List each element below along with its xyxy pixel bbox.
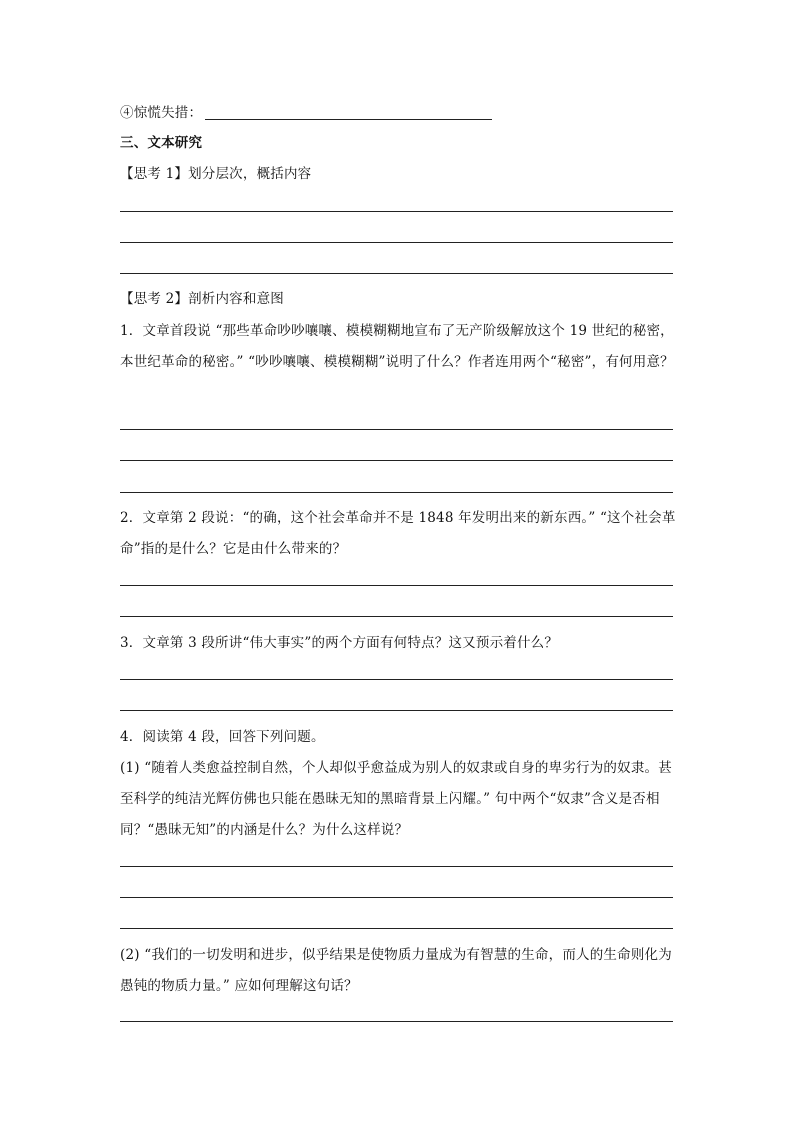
- vocab-item-4-answer-line[interactable]: [205, 119, 492, 120]
- q4-2-answer-line-1[interactable]: [120, 1021, 673, 1022]
- question-4: 4．阅读第 4 段，回答下列问题。: [120, 729, 325, 745]
- q1-answer-line-1[interactable]: [120, 429, 673, 430]
- q2-answer-line-1[interactable]: [120, 585, 673, 586]
- q3-answer-line-1[interactable]: [120, 679, 673, 680]
- q4-1-answer-line-2[interactable]: [120, 897, 673, 898]
- think1-answer-line-2[interactable]: [120, 242, 673, 243]
- vocab-item-4: ④惊慌失措：: [120, 105, 203, 121]
- q2-answer-line-2[interactable]: [120, 616, 673, 617]
- q3-answer-line-2[interactable]: [120, 710, 673, 711]
- q4-1-answer-line-3[interactable]: [120, 928, 673, 929]
- think2-label: 【思考 2】剖析内容和意图: [120, 291, 284, 307]
- q1-answer-line-2[interactable]: [120, 460, 673, 461]
- q1-answer-line-3[interactable]: [120, 492, 673, 493]
- question-3: 3．文章第 3 段所讲“伟大事实”的两个方面有何特点？这又预示着什么？: [120, 635, 559, 651]
- think1-answer-line-1[interactable]: [120, 211, 673, 212]
- question-4-2: (2) “我们的一切发明和进步，似乎结果是使物质力量成为有智慧的生命，而人的生命则化为愚钝的物质力量。” 应如何理解这句话？: [120, 947, 672, 994]
- think1-label: 【思考 1】划分层次，概括内容: [120, 166, 312, 182]
- question-4-1: (1) “随着人类愈益控制自然，个人却似乎愈益成为别人的奴隶或自身的卑劣行为的奴隶。甚至科学的纯洁光辉仿佛也只能在愚昧无知的黑暗背景上闪耀。” 句中两个“奴隶”含义是否相同？“愚昧无知”的内涵是什么？为什么这样说？: [120, 760, 672, 838]
- question-1: 1．文章首段说 “那些革命吵吵嚷嚷、模模糊糊地宣布了无产阶级解放这个 19 世纪的秘密，本世纪革命的秘密。” “吵吵嚷嚷、模模糊糊”说明了什么？作者连用两个“秘密”，有何用意？: [120, 323, 674, 370]
- section-heading: 三、文本研究: [120, 135, 203, 151]
- think1-answer-line-3[interactable]: [120, 273, 673, 274]
- question-2: 2．文章第 2 段说：“的确，这个社会革命并不是 1848 年发明出来的新东西。” “这个社会革命”指的是什么？它是由什么带来的？: [120, 510, 676, 557]
- q4-1-answer-line-1[interactable]: [120, 866, 673, 867]
